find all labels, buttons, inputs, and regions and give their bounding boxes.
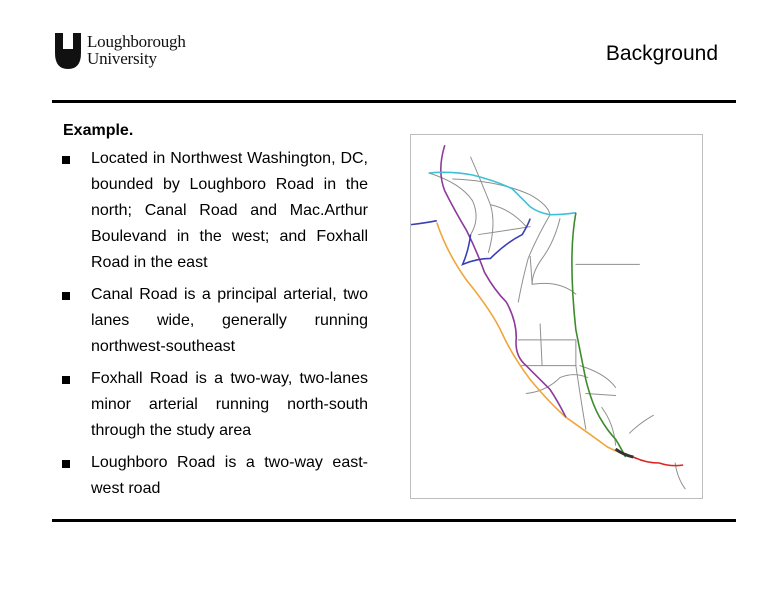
slide-title: Background	[605, 42, 718, 65]
bullet-square-icon	[62, 376, 70, 384]
logo-wordmark	[87, 33, 186, 67]
study-area-map	[410, 134, 703, 499]
bullet-item	[62, 450, 368, 502]
bullet-text: Foxhall Road is a two-way, two-lanes minor arterial running north-south through the study area	[91, 370, 368, 439]
bullet-square-icon	[62, 460, 70, 468]
bullet-text: Located in Northwest Washington, DC, bounded by Loughboro Road in the north; Canal Road and Mac.Arthur Boulevand in the west; and Foxhall Road in the east	[91, 150, 368, 271]
bullet-text: Loughboro Road is a two-way east-west road	[91, 454, 368, 497]
road-foxhall	[572, 213, 626, 457]
bullet-text: Canal Road is a principal arterial, two lanes wide, generally running northwest-southeast	[91, 286, 368, 355]
logo-line-2: University	[87, 49, 157, 68]
bullet-list	[62, 146, 368, 502]
road-sherier	[411, 221, 437, 225]
street-line	[540, 324, 542, 366]
street-line	[629, 415, 653, 433]
bullet-item	[62, 366, 368, 444]
street-line	[429, 173, 476, 235]
street-line	[530, 256, 532, 284]
street-line	[675, 463, 685, 489]
header-divider	[52, 100, 736, 103]
university-logo	[55, 33, 205, 71]
street-line	[602, 407, 616, 445]
road-sherier-link	[463, 219, 531, 265]
logo-line-1: Loughborough	[87, 32, 186, 51]
footer-divider	[52, 519, 736, 522]
street-line	[532, 219, 560, 285]
bullet-square-icon	[62, 156, 70, 164]
road-network-map	[411, 135, 702, 498]
bullet-square-icon	[62, 292, 70, 300]
street-line	[490, 205, 526, 227]
street-line	[532, 283, 576, 294]
university-crest-icon	[55, 33, 81, 69]
section-heading: Example.	[63, 122, 134, 139]
street-line	[518, 340, 576, 366]
road-junction	[616, 449, 634, 457]
bullet-item	[62, 146, 368, 276]
local-streets	[429, 157, 685, 489]
bullet-item	[62, 282, 368, 360]
